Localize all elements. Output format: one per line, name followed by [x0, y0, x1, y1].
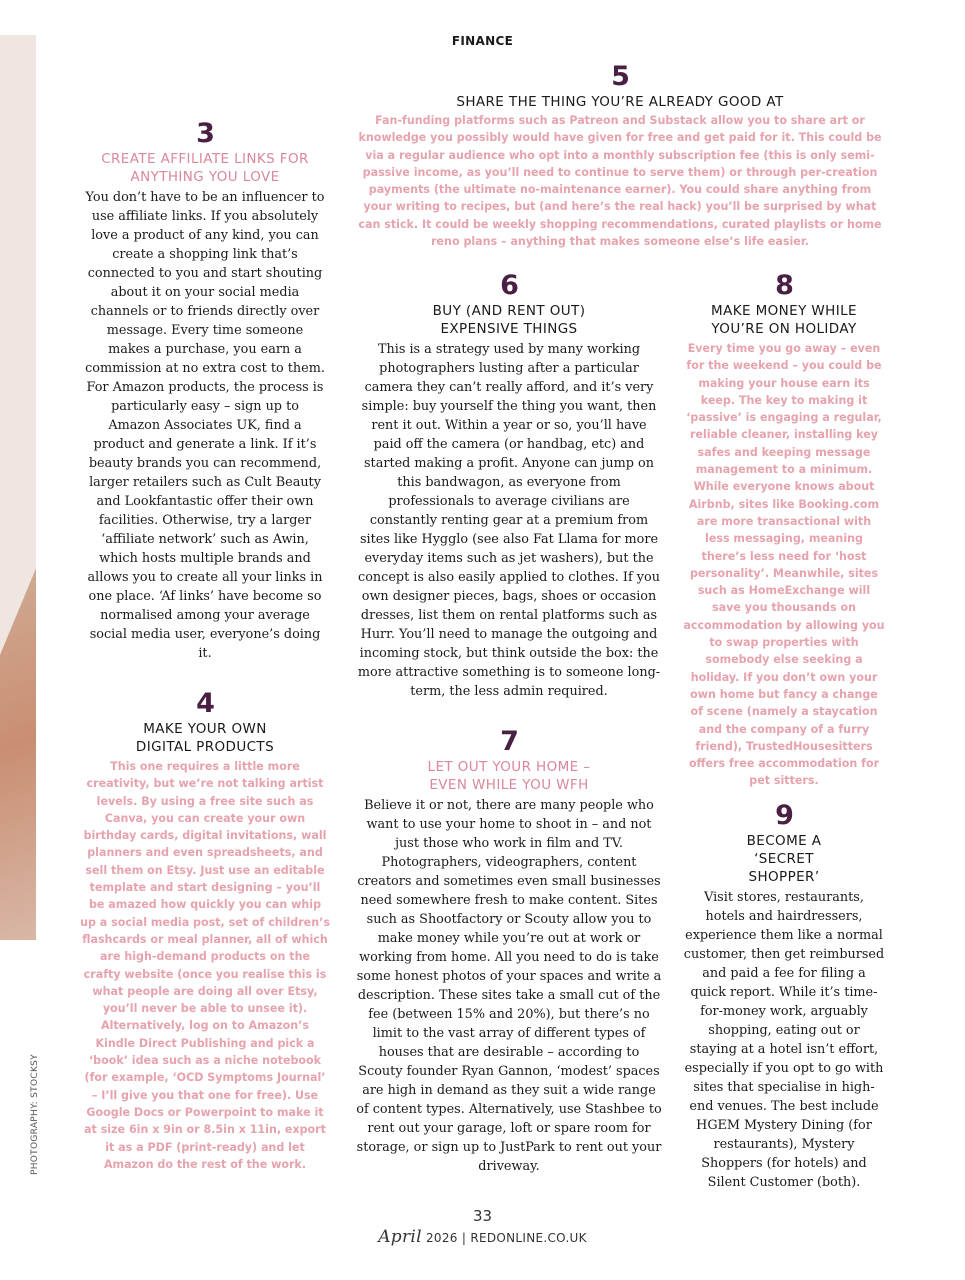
- tip-body: Every time you go away – even for the weekend – you could be making your house earn its keep. The key to making it ‘passive’ is engaging a regular, reliable cleaner, installing key safes and keeping message management to a minimum. While everyone knows about Airbnb, sites like Booking.com are more transactional with less messaging, meaning there’s less need for ‘host personality’. Meanwhile, sites such as HomeExchange will save you thousands on accommodation by allowing you to swap properties with somebody else seeking a holiday. If you don’t own your own home but fancy a change of scene (namely a staycation and the company of a furry friend), TrustedHousesitters offers free accommodation for pet sitters.: [683, 342, 885, 788]
- tip-heading: MAKE MONEY WHILE YOU’RE ON HOLIDAY: [711, 303, 857, 337]
- tip-heading: MAKE YOUR OWN DIGITAL PRODUCTS: [135, 721, 275, 755]
- tip-body: Believe it or not, there are many people who want to use your home to shoot in – and not just those who work in film and TV. Photographers, videographers, content creators and sometimes even small businesses need somewhere fresh to make content. Sites such as Shootfactory or Scouty allow you to make money while you’re out at work or working from home. All you need to do is take some honest photos of your spaces and write a description. These sites take a small cut of the fee (between 15% and 20%), but there’s no limit to the vast array of different types of houses that are desirable – according to Scouty founder Ryan Gannon, ‘modest’ spaces are high in demand as they suit a wide range of content types. Alternatively, use Stashbee to rent out your garage, loft or spare room for storage, or sign up to JustPark to rent out your driveway.: [356, 798, 662, 1174]
- tip-9: [683, 801, 885, 1192]
- tip-heading: LET OUT YOUR HOME – EVEN WHILE YOU WFH: [427, 759, 591, 793]
- tip-number: 4: [196, 688, 214, 719]
- issue-line: [0, 1227, 965, 1247]
- issue-year: 2026: [425, 1231, 458, 1245]
- tip-body: Fan-funding platforms such as Patreon and Substack allow you to share art or knowledge you possibly would have given for free and get paid for it. This could be via a regular audience who opt into a monthly subscription fee (this is only semi-passive income, as you’ll need to continue to serve them) or through per-creation payments (the ultimate no-maintenance earner). You could share anything from your writing to recipes, but (and here’s the real hack) you’ll be surprised by what can stick. It could be weekly shopping recommendations, curated playlists or home reno plans – anything that makes someone else’s life easier.: [358, 114, 882, 249]
- tip-3: [84, 119, 326, 663]
- tip-number: 5: [611, 61, 629, 92]
- tip-4: [80, 689, 330, 1173]
- tip-8: [683, 271, 885, 790]
- tip-body: This is a strategy used by many working photographers lusting after a particular camera they can’t really afford, and it’s very simple: buy yourself the thing you want, then rent it out. Within a year or so, you’ll have paid off the camera (or handbag, etc) and started making a profit. Anyone can jump on this bandwagon, as everyone from professionals to average civilians are constantly renting gear at a premium from sites like Hygglo (see also Fat Llama for more everyday items such as jet washers), but the concept is also easily applied to clothes. If you own designer pieces, bags, shoes or occasion dresses, list them on rental platforms such as Hurr. You’ll need to manage the outgoing and incoming stock, but think outside the box: the more attractive something is to someone long-term, the less admin required.: [357, 342, 661, 699]
- photo-credit: PHOTOGRAPHY: STOCKSY: [30, 1054, 40, 1175]
- separator: |: [461, 1231, 467, 1245]
- website: REDONLINE.CO.UK: [470, 1231, 587, 1245]
- tip-body: This one requires a little more creativity, but we’re not talking artist levels. By using a free site such as Canva, you can create your own birthday cards, digital invitations, wall planners and even spreadsheets, and sell them on Etsy. Just use an editable template and start designing – you’ll be amazed how quickly you can whip up a social media post, set of children’s flashcards or meal planner, all of which are high-demand products on the crafty website (once you realise this is what people are doing all over Etsy, you’ll never be able to unsee it). Alternatively, log on to Amazon’s Kindle Direct Publishing and pick a ‘book’ idea such as a niche notebook (for example, ‘OCD Symptoms Journal’ – I’ll give you that one for free). Use Google Docs or Powerpoint to make it at size 6in x 9in or 8.5in x 11in, export it as a PDF (print-ready) and let Amazon do the rest of the work.: [80, 760, 330, 1171]
- tip-number: 9: [775, 800, 793, 831]
- tip-heading: CREATE AFFILIATE LINKS FOR ANYTHING YOU LOVE: [101, 151, 309, 185]
- tip-number: 6: [500, 270, 518, 301]
- tip-7: [356, 727, 662, 1176]
- tip-heading: BECOME A ‘SECRET SHOPPER’: [746, 833, 822, 885]
- tip-body: You don’t have to be an influencer to use affiliate links. If you absolutely love a product of any kind, you can create a shopping link that’s connected to you and start shouting about it on your social media channels or to friends directly over message. Every time someone makes a purchase, you earn a commission at no extra cost to them. For Amazon products, the process is particularly easy – sign up to Amazon Associates UK, find a product and generate a link. If it’s beauty brands you can recommend, larger retailers such as Cult Beauty and Lookfantastic offer their own facilities. Otherwise, try a larger ‘affiliate network’ such as Awin, which hosts multiple brands and allows you to create all your links in one place. ‘Af links’ have become so normalised among your average social media user, everyone’s doing it.: [85, 190, 325, 661]
- background-photo-strip: [0, 35, 36, 940]
- tip-heading: BUY (AND RENT OUT) EXPENSIVE THINGS: [432, 303, 586, 337]
- tip-6: [356, 271, 662, 701]
- tip-number: 7: [500, 726, 518, 757]
- page-number: 33: [472, 1207, 493, 1225]
- section-label: FINANCE: [451, 34, 514, 48]
- tip-heading: SHARE THE THING YOU’RE ALREADY GOOD AT: [456, 94, 784, 110]
- tip-body: Visit stores, restaurants, hotels and hairdressers, experience them like a normal customer, then get reimbursed and paid a fee for filing a quick report. While it’s time-for-money work, arguably shopping, eating out or staying at a hotel isn’t effort, especially if you opt to go with sites that specialise in high-end venues. The best include HGEM Mystery Dining (for restaurants), Mystery Shoppers (for hotels) and Silent Customer (both).: [683, 890, 885, 1190]
- tip-5: [355, 62, 885, 250]
- issue-month: April: [378, 1227, 422, 1247]
- tip-number: 8: [775, 270, 793, 301]
- tip-number: 3: [196, 118, 214, 149]
